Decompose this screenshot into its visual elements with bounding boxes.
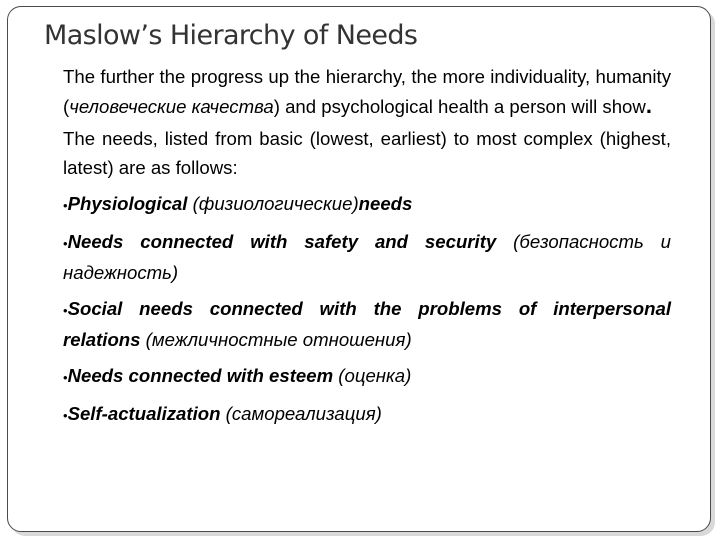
- bullet-dot-icon: •: [63, 303, 68, 318]
- intro-text-part1: The further the progress up the hierarchy, the more individuality, humanity (: [63, 66, 671, 117]
- intro-text-part2: ) and psychological health a person will show: [273, 96, 646, 117]
- bullet-label: Needs connected with safety and security: [67, 231, 497, 252]
- bullet-translation: (физиологические): [187, 193, 359, 214]
- bullet-dot-icon: •: [63, 370, 68, 385]
- bullet-dot-icon: •: [63, 198, 68, 213]
- bullet-translation: (оценка): [333, 365, 412, 386]
- bullet-label-tail: needs: [358, 193, 413, 214]
- bullet-label: Social needs connected with the problems of interpersonal relations: [63, 298, 671, 350]
- intro-russian-term: человеческие качества: [69, 96, 274, 117]
- slide-body: [63, 62, 671, 430]
- bullet-item-esteem: [63, 361, 671, 392]
- bullet-label: Needs connected with esteem: [67, 365, 334, 386]
- bullet-label: Physiological: [67, 193, 188, 214]
- bullet-translation: (межличностные отношения): [140, 329, 412, 350]
- intro-end-dot: .: [645, 93, 652, 118]
- bullet-item-physiological: [63, 189, 671, 220]
- intro-paragraph: [63, 62, 671, 121]
- bullet-dot-icon: •: [63, 408, 68, 423]
- bullet-translation: (самореализация): [220, 403, 382, 424]
- needs-intro-paragraph: The needs, listed from basic (lowest, earliest) to most complex (highest, latest) are as follows:: [63, 128, 671, 178]
- bullet-translation: (безопасность и надежность): [63, 231, 671, 283]
- bullet-item-self-actualization: [63, 399, 671, 430]
- bullet-item-safety: [63, 227, 671, 287]
- bullet-item-social: [63, 294, 671, 354]
- slide-title: Maslow’s Hierarchy of Needs: [44, 20, 418, 51]
- bullet-label: Self-actualization: [67, 403, 221, 424]
- bullet-dot-icon: •: [63, 236, 68, 251]
